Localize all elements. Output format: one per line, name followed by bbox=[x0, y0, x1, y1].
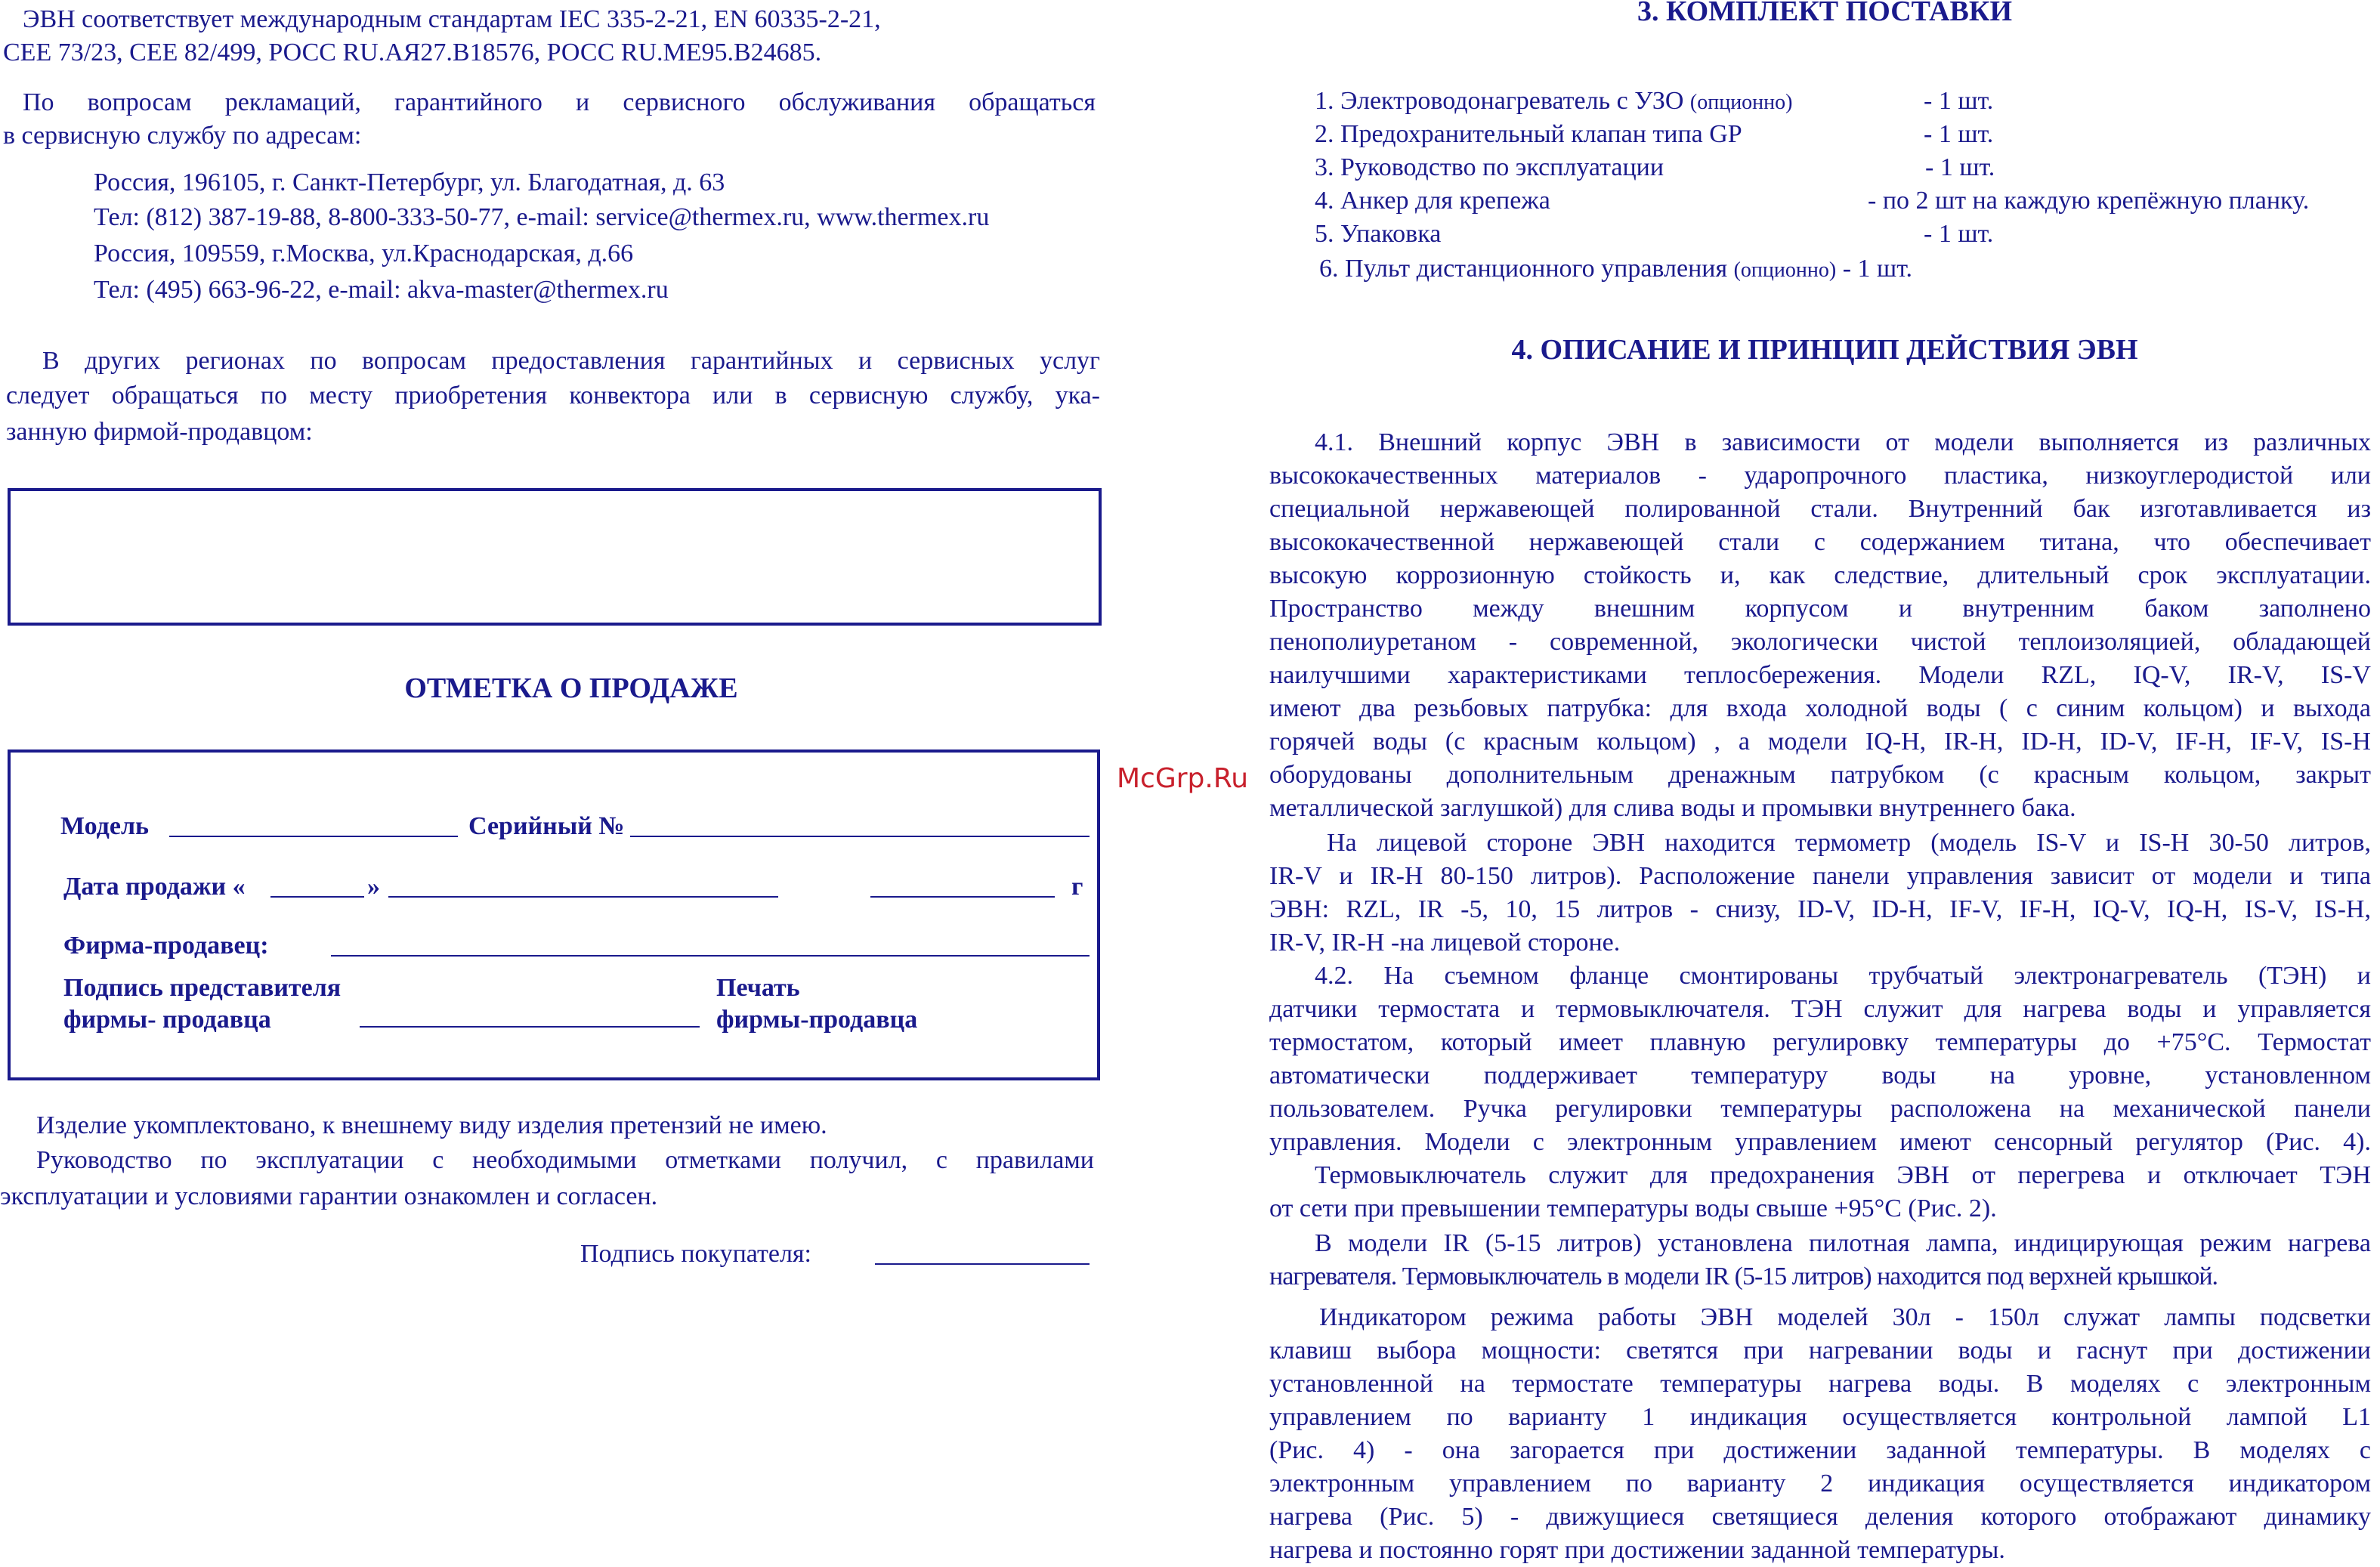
kit-item-4: 4. Анкер для крепежа bbox=[1315, 187, 1550, 215]
sale-year-suffix: г bbox=[1071, 873, 1083, 901]
sale-year-field[interactable] bbox=[870, 896, 1055, 898]
body-line: На лицевой стороне ЭВН находится термометр (модель IS-V и IS-H 30-50 литров, bbox=[1327, 829, 2371, 857]
stamp-label-2: фирмы-продавца bbox=[716, 1006, 918, 1034]
kit-item-4-qty: - по 2 шт на каждую крепёжную планку. bbox=[1868, 187, 2310, 215]
body-line: ЭВН: RZL, IR -5, 10, 15 литров - снизу, ID-V, ID-H, IF-V, IF-H, IQ-V, IQ-H, IS-V, IS-H, bbox=[1269, 895, 2371, 923]
body-line: нагревателя. Термовыключатель в модели IR (5-15 литров) находится под верхней крышкой. bbox=[1269, 1263, 2218, 1290]
body-line: 4.2. На съемном фланце смонтированы трубчатый электронагреватель (ТЭН) и bbox=[1315, 962, 2371, 990]
body-line: управления. Модели с электронным управлением имеют сенсорный регулятор (Рис. 4). bbox=[1269, 1128, 2371, 1156]
regions-line-1: В других регионах по вопросам предоставления гарантийных и сервисных услуг bbox=[42, 347, 1100, 375]
body-line: пользователем. Ручка регулировки температуры расположена на механической панели bbox=[1269, 1095, 2371, 1123]
kit-item-1-qty: - 1 шт. bbox=[1924, 87, 1994, 115]
body-line: электронным управлением по варианту 2 индикация осуществляется индикатором bbox=[1269, 1470, 2371, 1497]
body-line: установленной на термостате температуры нагрева воды. В моделях с электронным bbox=[1269, 1370, 2371, 1398]
kit-item-3-qty: - 1 шт. bbox=[1925, 153, 1995, 181]
body-line: (Рис. 4) - она загорается при достижении заданной температуры. В моделях с bbox=[1269, 1436, 2371, 1464]
sale-month-field[interactable] bbox=[388, 896, 778, 898]
model-label: Модель bbox=[60, 812, 150, 840]
seller-label: Фирма-продавец: bbox=[63, 932, 269, 960]
standards-line-2: CEE 73/23, CEE 82/499, РОСС RU.АЯ27.В18576, РОСС RU.МЕ95.В24685. bbox=[3, 39, 822, 66]
address-line-1: Россия, 196105, г. Санкт-Петербург, ул. Благодатная, д. 63 bbox=[94, 168, 725, 196]
body-line: нагрева (Рис. 5) - движущиеся светящиеся деления которого отображают динамику bbox=[1269, 1503, 2371, 1531]
rep-signature-label-2: фирмы- продавца bbox=[63, 1006, 271, 1034]
kit-item-5-qty: - 1 шт. bbox=[1924, 220, 1994, 248]
service-intro-line-1: По вопросам рекламаций, гарантийного и сервисного обслуживания обращаться bbox=[23, 88, 1096, 116]
buyer-signature-field[interactable] bbox=[875, 1263, 1090, 1265]
seller-field[interactable] bbox=[331, 955, 1090, 957]
watermark-text: McGrp.Ru bbox=[1117, 763, 1249, 794]
body-line: Индикатором режима работы ЭВН моделей 30л - 150л служат лампы подсветки bbox=[1319, 1303, 2371, 1331]
body-line: термостатом, который имеет плавную регулировку температуры до +75°С. Термостат bbox=[1269, 1028, 2371, 1056]
acceptance-line-1: Изделие укомплектовано, к внешнему виду изделия претензий не имею. bbox=[36, 1111, 827, 1139]
body-line: высококачественных материалов - ударопрочного пластика, низкоуглеродистой или bbox=[1269, 462, 2371, 490]
body-line: оборудованы дополнительным дренажным патрубком (с красным кольцом, закрыт bbox=[1269, 761, 2371, 789]
body-line: Термовыключатель служит для предохранения ЭВН от перегрева и отключает ТЭН bbox=[1315, 1161, 2371, 1189]
section-4-title: 4. ОПИСАНИЕ И ПРИНЦИП ДЕЙСТВИЯ ЭВН bbox=[1511, 334, 2138, 366]
body-line: горячей воды (с красным кольцом) , а модели IQ-H, IR-H, ID-H, ID-V, IF-H, IF-V, IS-H bbox=[1269, 728, 2371, 756]
body-line: от сети при превышении температуры воды свыше +95°С (Рис. 2). bbox=[1269, 1195, 1997, 1222]
sale-date-label: Дата продажи « bbox=[63, 873, 246, 901]
body-line: высококачественной нержавеющей стали с содержанием титана, что обеспечивает bbox=[1269, 528, 2371, 556]
body-line: Пространство между внешним корпусом и внутренним баком заполнено bbox=[1269, 595, 2371, 623]
buyer-signature-label: Подпись покупателя: bbox=[580, 1240, 811, 1268]
serial-field[interactable] bbox=[630, 836, 1090, 837]
seller-stamp-box bbox=[8, 488, 1102, 626]
rep-signature-field[interactable] bbox=[360, 1026, 700, 1028]
body-line: имеют два резьбовых патрубка: для входа холодной воды ( с синим кольцом) и выхода bbox=[1269, 694, 2371, 722]
body-line: нагрева и постоянно горят при достижении заданной температуры. bbox=[1269, 1536, 2005, 1564]
kit-item-5: 5. Упаковка bbox=[1315, 220, 1442, 248]
body-line: металлической заглушкой) для слива воды и промывки внутреннего бака. bbox=[1269, 794, 2076, 822]
rep-signature-label-1: Подпись представителя bbox=[63, 974, 342, 1002]
body-line: пенополиуретаном - современной, экологически чистой теплоизоляцией, обладающей bbox=[1269, 628, 2371, 656]
body-line: В модели IR (5-15 литров) установлена пилотная лампа, индицирующая режим нагрева bbox=[1315, 1229, 2371, 1257]
body-line: высокую коррозионную стойкость и, как следствие, длительный срок эксплуатации. bbox=[1269, 561, 2371, 589]
sale-title: ОТМЕТКА О ПРОДАЖЕ bbox=[404, 672, 738, 704]
body-line: автоматически поддерживает температуру воды на уровне, установленном bbox=[1269, 1062, 2371, 1089]
body-line: IR-V и IR-H 80-150 литров). Расположение панели управления зависит от модели и типа bbox=[1269, 862, 2371, 890]
section-3-title: 3. КОМПЛЕКТ ПОСТАВКИ bbox=[1637, 0, 2013, 27]
stamp-label-1: Печать bbox=[716, 974, 800, 1002]
serial-label: Серийный № bbox=[468, 812, 625, 840]
address-line-4: Тел: (495) 663-96-22, e-mail: akva-master@thermex.ru bbox=[94, 276, 669, 304]
body-line: наилучшими характеристиками теплосбережения. Модели RZL, IQ-V, IR-V, IS-V bbox=[1269, 661, 2371, 689]
standards-line-1: ЭВН соответствует международным стандартам IEC 335-2-21, EN 60335-2-21, bbox=[23, 5, 881, 33]
kit-item-3: 3. Руководство по эксплуатации bbox=[1315, 153, 1664, 181]
regions-line-2: следует обращаться по месту приобретения конвектора или в сервисную службу, ука- bbox=[6, 382, 1100, 410]
sale-day-field[interactable] bbox=[270, 896, 364, 898]
sale-date-quote: » bbox=[367, 873, 380, 901]
address-line-3: Россия, 109559, г.Москва, ул.Краснодарская, д.66 bbox=[94, 240, 634, 267]
body-line: 4.1. Внешний корпус ЭВН в зависимости от модели выполняется из различных bbox=[1315, 428, 2371, 456]
acceptance-line-3: эксплуатации и условиями гарантии ознакомлен и согласен. bbox=[0, 1182, 658, 1210]
body-line: датчики термостата и термовыключателя. ТЭН служит для нагрева воды и управляется bbox=[1269, 995, 2371, 1023]
body-line: клавиш выбора мощности: светятся при нагревании воды и гаснут при достижении bbox=[1269, 1337, 2371, 1365]
kit-item-6: 6. Пульт дистанционного управления (опционно) - 1 шт. bbox=[1319, 255, 1912, 283]
service-intro-line-2: в сервисную службу по адресам: bbox=[3, 122, 362, 150]
regions-line-3: занную фирмой-продавцом: bbox=[6, 418, 313, 446]
kit-item-1: 1. Электроводонагреватель с УЗО (опционно) bbox=[1315, 87, 1793, 115]
kit-item-2: 2. Предохранительный клапан типа GP bbox=[1315, 120, 1742, 148]
body-line: специальной нержавеющей полированной стали. Внутренний бак изготавливается из bbox=[1269, 495, 2371, 523]
kit-item-2-qty: - 1 шт. bbox=[1924, 120, 1994, 148]
sale-form bbox=[8, 750, 1100, 1080]
body-line: управлением по варианту 1 индикация осуществляется контрольной лампой L1 bbox=[1269, 1403, 2371, 1431]
acceptance-line-2: Руководство по эксплуатации с необходимыми отметками получил, с правилами bbox=[36, 1146, 1094, 1174]
address-line-2: Тел: (812) 387-19-88, 8-800-333-50-77, e-mail: service@thermex.ru, www.thermex.ru bbox=[94, 203, 990, 231]
model-field[interactable] bbox=[169, 836, 458, 837]
body-line: IR-V, IR-H -на лицевой стороне. bbox=[1269, 929, 1621, 957]
